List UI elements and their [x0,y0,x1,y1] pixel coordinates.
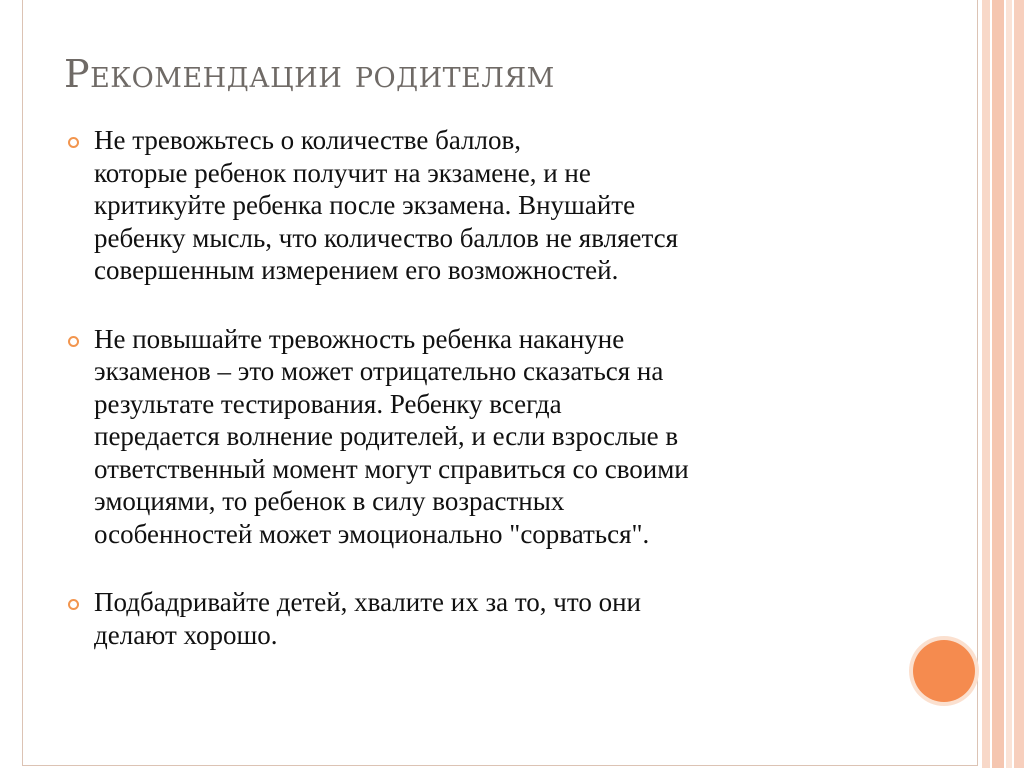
bullet-list [64,124,894,687]
decorative-circle [913,640,975,702]
bullet-text: Подбадривайте детей, хвалите их за то, что они делают хорошо. [94,587,641,650]
bullet-item [64,586,894,651]
bullet-circle-icon [68,599,79,610]
bullet-circle-icon [68,137,79,148]
decorative-stripe [1006,0,1012,768]
bullet-text: Не тревожьтесь о количестве баллов, которые ребенок получит на экзамене, и не критикуйте ребенка после экзамена. Внушайте ребенку мысль, что количество баллов не является совершенным измерением его возможностей. [94,125,679,285]
slide-title: Рекомендации родителям [64,52,555,96]
bullet-item [64,323,894,551]
decorative-stripe [1014,0,1024,768]
bullet-item [64,124,894,287]
bullet-text: Не повышайте тревожность ребенка накануне экзаменов – это может отрицательно сказаться на результате тестирования. Ребенку всегда передается волнение родителей, и если взрослые в ответственный момент могут справиться со своими эмоциями, то ребенок в силу возрастных особенностей может эмоционально "сорваться". [94,323,689,549]
decorative-stripe [992,0,1004,768]
bullet-circle-icon [68,336,79,347]
decorative-stripe [982,0,990,768]
